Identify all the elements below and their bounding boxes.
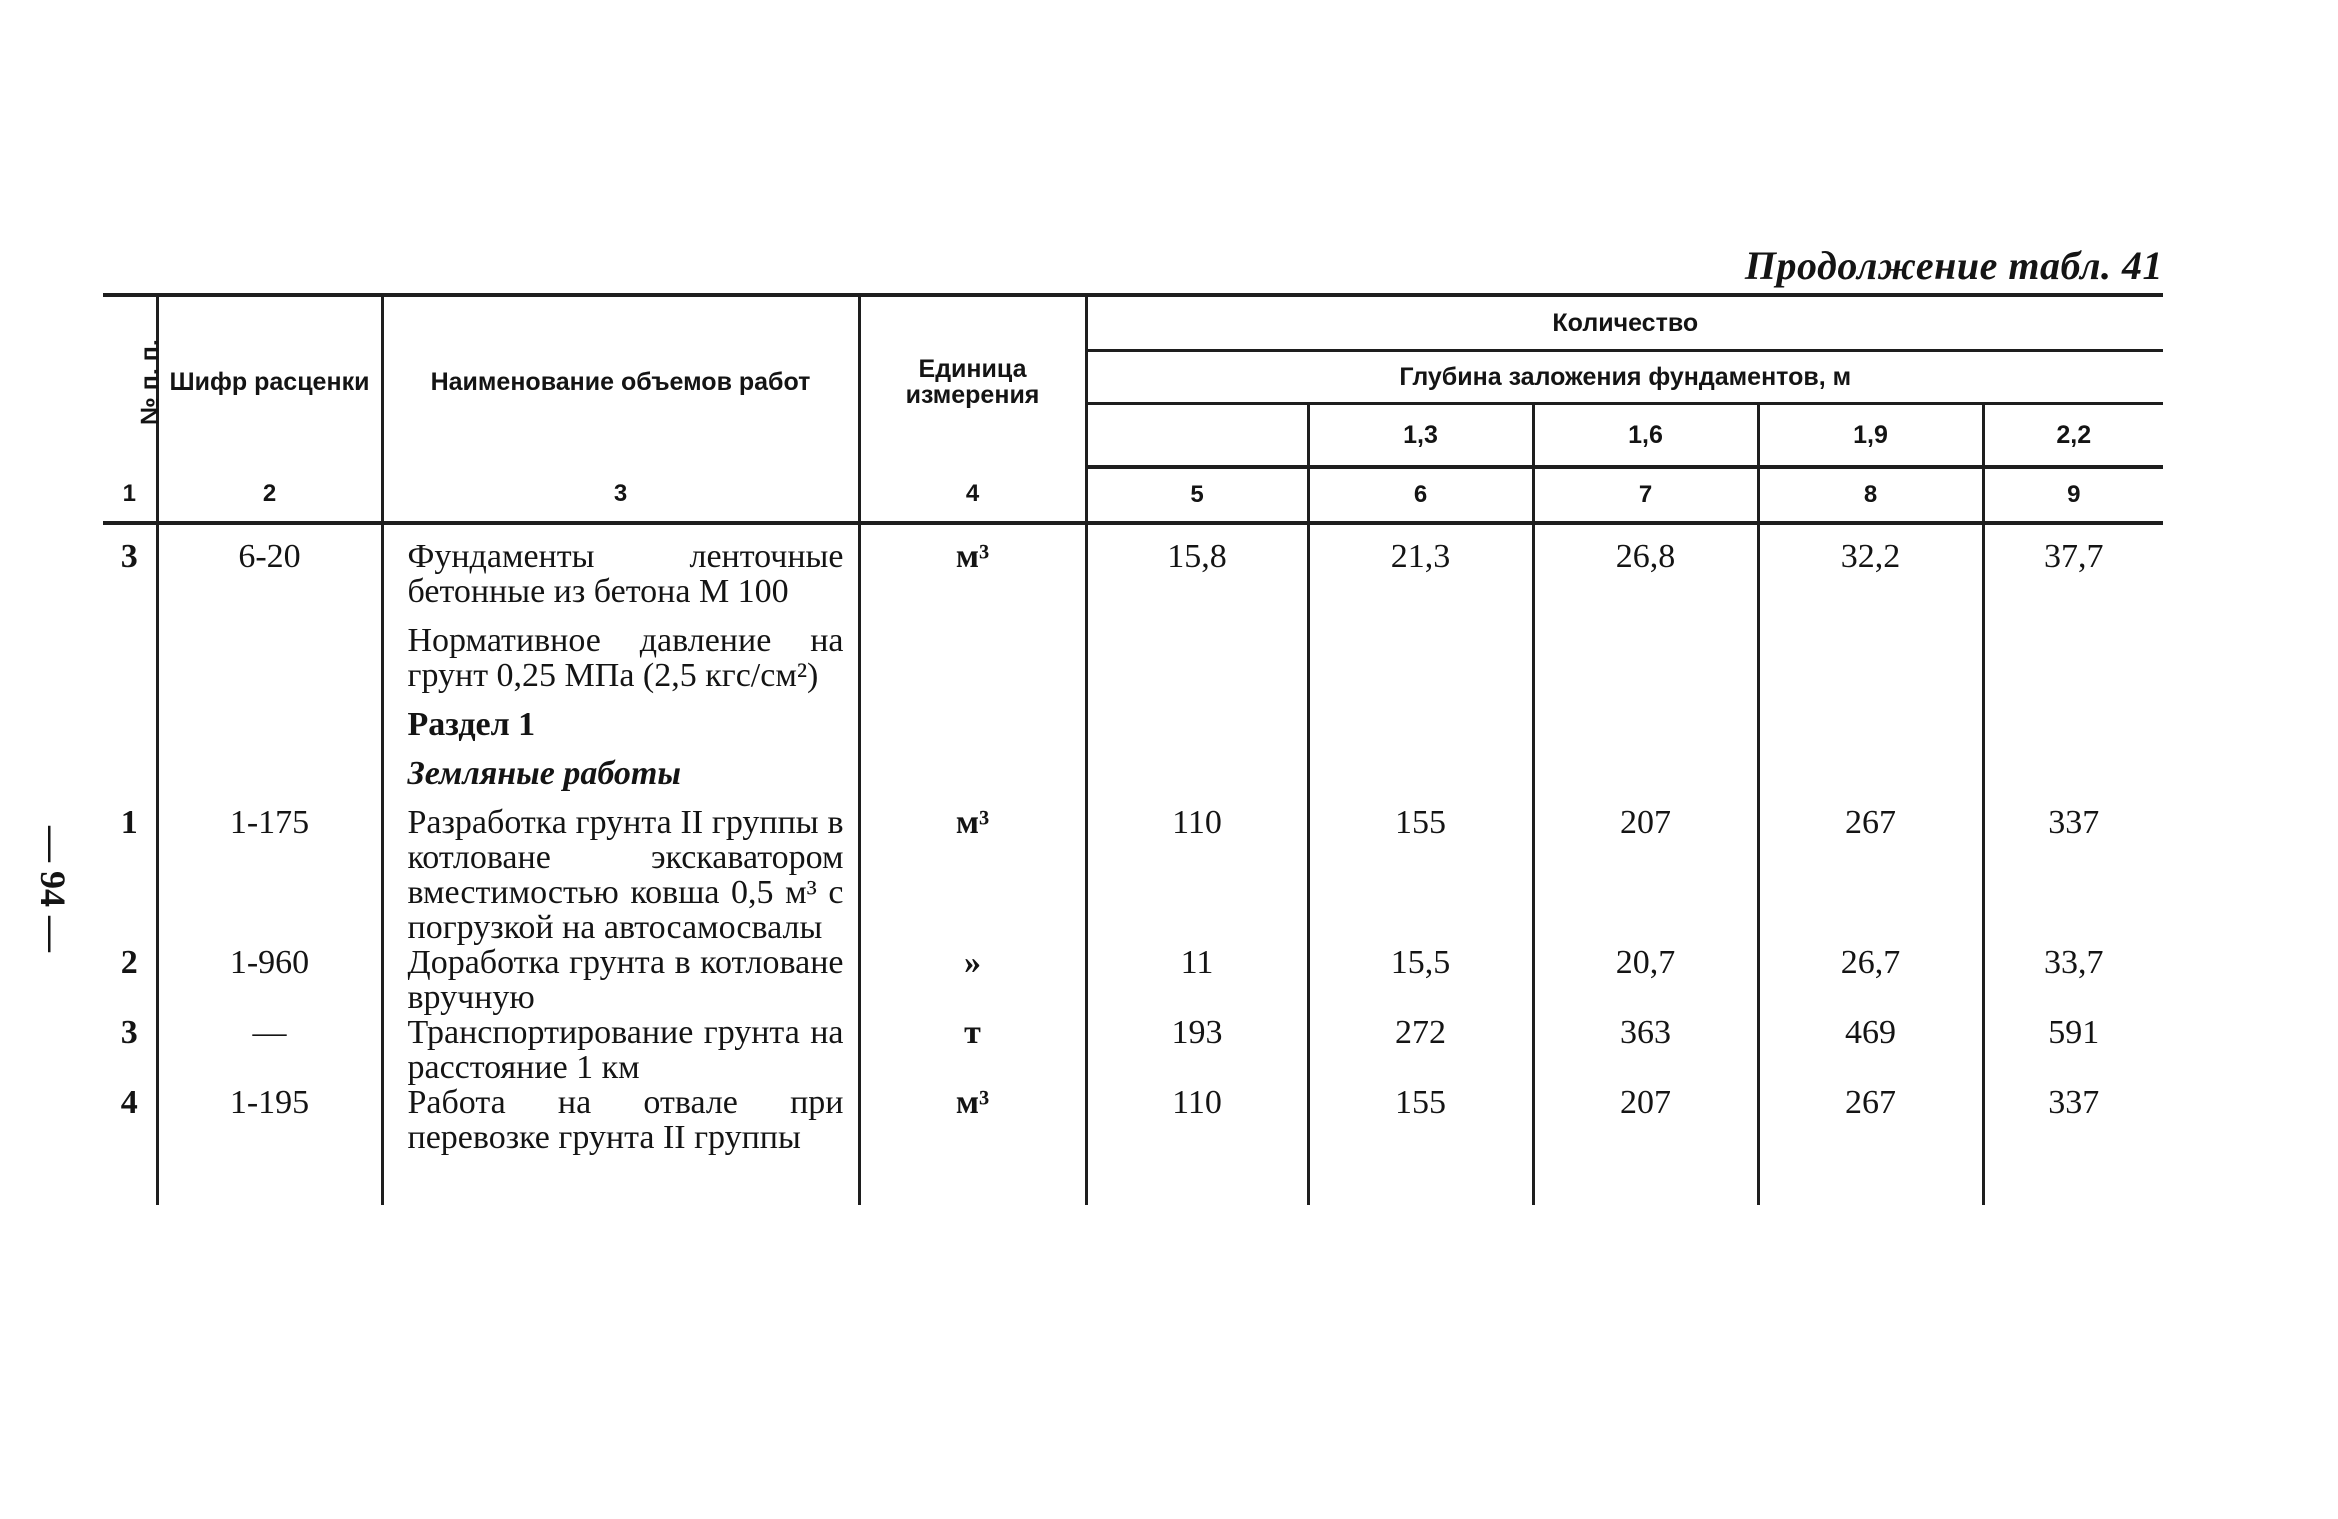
- header-quantity: Количество: [1086, 295, 2163, 351]
- header-depth: Глубина заложения фундаментов, м: [1086, 351, 2163, 404]
- row-value: 207: [1533, 1085, 1758, 1155]
- column-number: 7: [1533, 467, 1758, 523]
- row-name: Фундаменты ленточные бетонные из бетона М 100: [382, 539, 859, 609]
- column-number: 4: [859, 467, 1086, 523]
- depth-value: 1,6: [1533, 404, 1758, 468]
- row-name: Нормативное давление на грунт 0,25 МПа (2,5 кгс/см²): [382, 623, 859, 693]
- row-unit: м³: [859, 539, 1086, 609]
- works-table: [103, 293, 2163, 1205]
- row-value: 267: [1758, 805, 1983, 945]
- row-value: 26,8: [1533, 539, 1758, 609]
- row-value: 32,2: [1758, 539, 1983, 609]
- section-subheading-row: [103, 756, 2163, 791]
- row-value: 15,5: [1308, 945, 1533, 1015]
- table-row: [103, 805, 2163, 945]
- page-number: — 94 —: [33, 826, 73, 952]
- row-no: 4: [120, 1084, 138, 1121]
- column-number: 2: [157, 467, 382, 523]
- row-no: 3: [120, 538, 138, 575]
- row-value: 21,3: [1308, 539, 1533, 609]
- table-row: [103, 1015, 2163, 1085]
- row-name: Работа на отвале при перевозке грунта II группы: [382, 1085, 859, 1155]
- row-value: 337: [1983, 1085, 2163, 1155]
- table-row: [103, 945, 2163, 1015]
- table-row: [103, 539, 2163, 609]
- row-no: 3: [120, 1014, 138, 1051]
- row-value: 110: [1086, 805, 1308, 945]
- header-code: Шифр расценки: [157, 295, 382, 467]
- section-heading-row: [103, 707, 2163, 742]
- row-value: 33,7: [1983, 945, 2163, 1015]
- row-code: 1-175: [157, 805, 382, 945]
- depth-value: 1,3: [1308, 404, 1533, 468]
- row-value: 155: [1308, 1085, 1533, 1155]
- row-value: 469: [1758, 1015, 1983, 1085]
- depth-value: 1,9: [1758, 404, 1983, 468]
- table-row: [103, 623, 2163, 693]
- column-number: 5: [1086, 467, 1308, 523]
- row-value: 15,8: [1086, 539, 1308, 609]
- row-name: Транспортирование грунта на расстояние 1 км: [382, 1015, 859, 1085]
- row-code: 1-195: [157, 1085, 382, 1155]
- row-value: 591: [1983, 1015, 2163, 1085]
- header-no: № п. п.: [135, 339, 164, 425]
- row-no: 2: [120, 944, 138, 981]
- column-number: 8: [1758, 467, 1983, 523]
- column-number: 3: [382, 467, 859, 523]
- row-code: —: [157, 1015, 382, 1085]
- row-value: 26,7: [1758, 945, 1983, 1015]
- row-no: 1: [120, 804, 138, 841]
- row-value: 155: [1308, 805, 1533, 945]
- section-subtitle: Земляные работы: [382, 756, 859, 791]
- row-value: 37,7: [1983, 539, 2163, 609]
- row-value: 272: [1308, 1015, 1533, 1085]
- section-title: Раздел 1: [382, 707, 859, 742]
- row-value: 193: [1086, 1015, 1308, 1085]
- row-value: 207: [1533, 805, 1758, 945]
- row-unit: м³: [859, 805, 1086, 945]
- table-row: [103, 1085, 2163, 1155]
- row-unit: т: [859, 1015, 1086, 1085]
- row-unit: м³: [859, 1085, 1086, 1155]
- row-value: 11: [1086, 945, 1308, 1015]
- row-code: 1-960: [157, 945, 382, 1015]
- column-number: 1: [103, 467, 157, 523]
- row-value: 20,7: [1533, 945, 1758, 1015]
- column-number: 9: [1983, 467, 2163, 523]
- header-name: Наименование объемов работ: [382, 295, 859, 467]
- depth-value: 2,2: [1983, 404, 2163, 468]
- header-unit: Единица измерения: [859, 295, 1086, 467]
- row-code: 6-20: [157, 539, 382, 609]
- row-value: 110: [1086, 1085, 1308, 1155]
- depth-value: [1086, 404, 1308, 468]
- row-value: 363: [1533, 1015, 1758, 1085]
- row-name: Разработка грунта II группы в котловане экскаватором вместимостью ковша 0,5 м³ с погрузкой на автосамосвалы: [382, 805, 859, 945]
- row-name: Доработка грунта в котловане вручную: [382, 945, 859, 1015]
- column-number: 6: [1308, 467, 1533, 523]
- row-value: 337: [1983, 805, 2163, 945]
- table-caption: Продолжение табл. 41: [1744, 243, 2163, 288]
- row-value: 267: [1758, 1085, 1983, 1155]
- row-unit: »: [859, 945, 1086, 1015]
